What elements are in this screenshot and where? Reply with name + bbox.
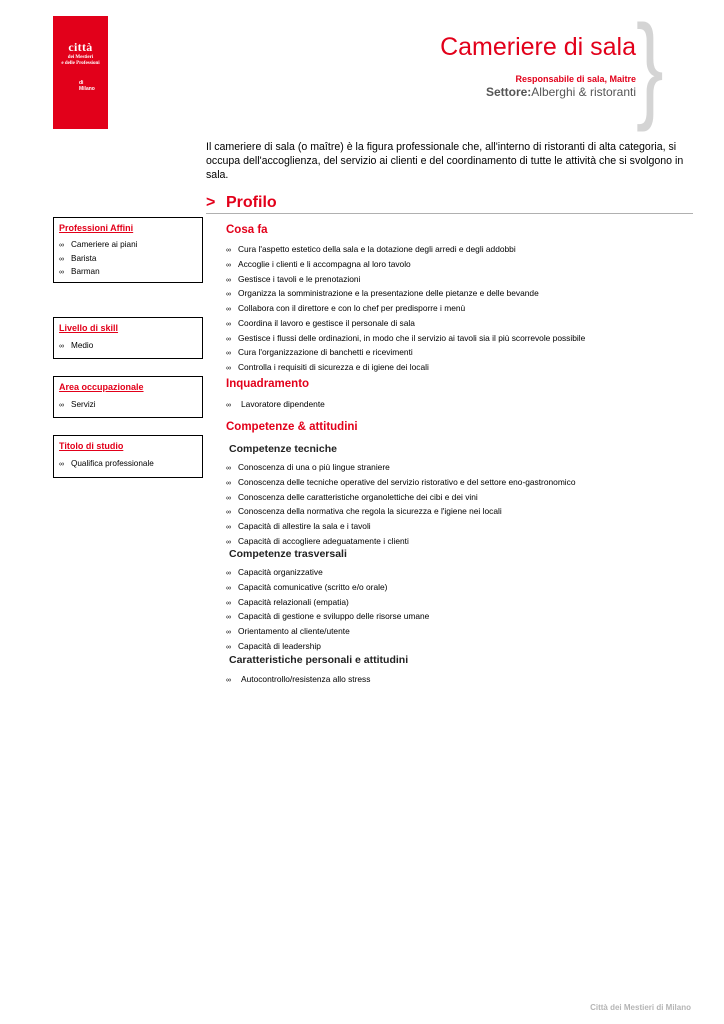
list-item: [226, 476, 576, 491]
infinity-bullet-icon: ∞: [59, 269, 64, 277]
competenze-trasversali-list: [226, 566, 429, 655]
box-list: [59, 399, 96, 413]
infinity-bullet-icon: ∞: [226, 350, 231, 358]
sector-value: Alberghi & ristoranti: [531, 85, 636, 99]
list-item: [226, 520, 576, 535]
profilo-heading: [206, 194, 693, 214]
box-title: Area occupazionale: [59, 382, 144, 392]
list-item: [226, 610, 429, 625]
box-professioni-affini: [53, 217, 203, 283]
list-item: [226, 273, 585, 288]
logo: [53, 16, 108, 129]
caratteristiche-personali-list: [226, 673, 370, 688]
logo-line-2b: e delle Professioni: [61, 60, 100, 66]
list-item: [226, 332, 585, 347]
list-item-text: Cura l'organizzazione di banchetti e ricevimenti: [238, 347, 413, 358]
infinity-bullet-icon: ∞: [226, 320, 231, 328]
competenze-tecniche-list: [226, 461, 576, 550]
box-titolo-studio: [53, 435, 203, 478]
infinity-bullet-icon: ∞: [226, 402, 231, 409]
list-item-text: Lavoratore dipendente: [241, 399, 325, 409]
infinity-bullet-icon: ∞: [226, 584, 231, 592]
infinity-bullet-icon: ∞: [226, 614, 231, 622]
box-list: [59, 458, 154, 472]
list-item-text: Capacità di gestione e sviluppo delle risorse umane: [238, 611, 430, 622]
list-item-text: Capacità di allestire la sala e i tavoli: [238, 521, 371, 531]
infinity-bullet-icon: ∞: [226, 306, 231, 313]
box-livello-skill: [53, 317, 203, 359]
box-area-occupazionale: [53, 376, 203, 418]
infinity-bullet-icon: ∞: [59, 242, 64, 249]
infinity-bullet-icon: ∞: [226, 291, 231, 299]
infinity-bullet-icon: ∞: [226, 524, 231, 531]
list-item-text: Gestisce i tavoli e le prenotazioni: [238, 273, 361, 284]
box-list: [59, 239, 137, 280]
list-item-text: Gestisce i flussi delle ordinazioni, in modo che il servizio ai tavoli sia il più scorrevole possibile: [238, 332, 586, 343]
list-item: [226, 625, 429, 640]
infinity-bullet-icon: ∞: [226, 247, 231, 254]
infinity-bullet-icon: ∞: [226, 494, 231, 502]
list-item: [59, 239, 137, 253]
list-item-text: Organizza la somministrazione e la presentazione delle pietanze e delle bevande: [238, 288, 539, 299]
box-title: Professioni Affini: [59, 223, 134, 233]
infinity-bullet-icon: ∞: [226, 677, 231, 684]
footer-text: Città dei Mestieri di Milano: [590, 1003, 691, 1012]
infinity-bullet-icon: ∞: [226, 509, 231, 517]
infinity-bullet-icon: ∞: [226, 335, 231, 343]
page-title: Cameriere di sala: [440, 33, 636, 61]
profilo-title: Profilo: [226, 194, 277, 211]
logo-line-3: [79, 80, 95, 92]
list-item: [226, 317, 585, 332]
list-item-text: Autocontrollo/resistenza allo stress: [241, 674, 371, 684]
infinity-bullet-icon: ∞: [226, 570, 231, 577]
list-item-text: Conoscenza delle caratteristiche organolettiche dei cibi e dei vini: [238, 491, 478, 502]
list-item-text: Medio: [71, 341, 94, 350]
list-item-text: Cameriere ai piani: [71, 240, 138, 249]
list-item-text: Capacità di leadership: [238, 640, 321, 651]
infinity-bullet-icon: ∞: [226, 643, 231, 651]
list-item: [226, 673, 370, 688]
cosa-fa-list: [226, 243, 585, 376]
list-item: [226, 581, 429, 596]
list-item: [226, 258, 585, 273]
profilo-arrow-icon: >: [206, 194, 216, 211]
infinity-bullet-icon: ∞: [226, 479, 231, 487]
list-item: [59, 458, 154, 472]
list-item-text: Servizi: [71, 400, 96, 409]
list-item: [226, 491, 576, 506]
intro-paragraph: Il cameriere di sala (o maître) è la figura professionale che, all'interno di ristoranti di alta categoria, si occupa dell'accoglienza, del servizio ai clienti e del coordinamento di tutte le attività che si svolgono in sala.: [206, 141, 684, 181]
list-item-text: Capacità organizzative: [238, 567, 323, 577]
list-item-text: Capacità di accogliere adeguatamente i clienti: [238, 535, 409, 546]
infinity-bullet-icon: ∞: [59, 343, 64, 350]
competenze-heading: Competenze & attitudini: [226, 421, 358, 433]
list-item-text: Capacità relazionali (empatia): [238, 596, 349, 607]
list-item: [226, 243, 585, 258]
list-item: [226, 346, 585, 361]
list-item: [226, 505, 576, 520]
list-item: [59, 340, 93, 354]
infinity-bullet-icon: ∞: [226, 261, 231, 269]
infinity-bullet-icon: ∞: [59, 402, 64, 409]
logo-line-2a: dei Mestieri: [67, 55, 94, 60]
list-item: [59, 399, 96, 413]
list-item-text: Capacità comunicative (scritto e/o orale): [238, 581, 388, 592]
inquadramento-list: [226, 398, 325, 413]
logo-line-3b: Milano: [79, 86, 95, 92]
box-title: Livello di skill: [59, 323, 119, 333]
infinity-bullet-icon: ∞: [59, 461, 64, 468]
caratteristiche-personali-heading: Caratteristiche personali e attitudini: [229, 654, 409, 666]
list-item-text: Qualifica professionale: [71, 459, 154, 468]
list-item: [226, 287, 585, 302]
list-item: [226, 461, 576, 476]
infinity-bullet-icon: ∞: [226, 599, 231, 607]
list-item-text: Orientamento al cliente/utente: [238, 626, 350, 636]
list-item-text: Conoscenza delle tecniche operative del servizio ristorativo e del settore eno-gastronomico: [238, 476, 576, 487]
competenze-trasversali-heading: Competenze trasversali: [229, 548, 347, 560]
infinity-bullet-icon: ∞: [226, 276, 231, 284]
list-item: [226, 398, 325, 413]
list-item-text: Coordina il lavoro e gestisce il personale di sala: [238, 317, 415, 328]
list-item: [226, 596, 429, 611]
page-subtitle: Responsabile di sala, Maitre: [515, 74, 636, 84]
logo-line-3a: di: [79, 80, 84, 86]
box-title: Titolo di studio: [59, 441, 124, 451]
box-list: [59, 340, 93, 354]
sector-label: Settore:: [485, 85, 532, 99]
list-item: [226, 361, 585, 376]
infinity-bullet-icon: ∞: [226, 465, 231, 472]
list-item-text: Conoscenza di una o più lingue straniere: [238, 462, 390, 472]
list-item-text: Barman: [71, 267, 100, 277]
list-item-text: Accoglie i clienti e li accompagna al loro tavolo: [238, 258, 411, 269]
list-item: [226, 302, 585, 317]
list-item-text: Cura l'aspetto estetico della sala e la dotazione degli arredi e degli addobbi: [238, 244, 516, 254]
inquadramento-heading: Inquadramento: [226, 378, 310, 390]
infinity-bullet-icon: ∞: [226, 538, 231, 546]
logo-line-2: [53, 55, 108, 66]
logo-line-1: città: [68, 40, 93, 54]
infinity-bullet-icon: ∞: [226, 629, 231, 636]
competenze-tecniche-heading: Competenze tecniche: [229, 443, 337, 455]
cosa-fa-heading: Cosa fa: [226, 224, 268, 236]
list-item: [226, 566, 429, 581]
list-item-text: Barista: [71, 253, 97, 263]
sector-line: [486, 85, 636, 99]
list-item: [226, 640, 429, 655]
list-item-text: Collabora con il direttore e con lo chef per predisporre i menù: [238, 303, 466, 313]
list-item: [59, 266, 137, 280]
decorative-brace: }: [636, 1, 664, 133]
infinity-bullet-icon: ∞: [226, 365, 231, 372]
list-item: [59, 253, 137, 267]
list-item-text: Conoscenza della normativa che regola la sicurezza e l'igiene nei locali: [238, 506, 502, 517]
list-item-text: Controlla i requisiti di sicurezza e di igiene dei locali: [238, 362, 429, 372]
infinity-bullet-icon: ∞: [59, 255, 64, 263]
